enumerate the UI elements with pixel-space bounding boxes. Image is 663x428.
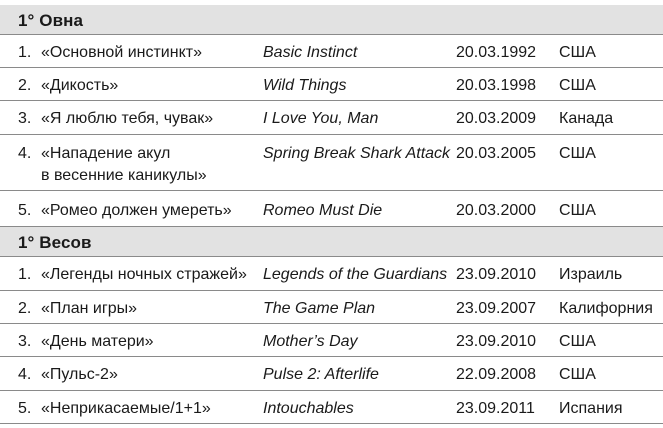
original-title: I Love You, Man: [263, 110, 379, 127]
section-header-aries: [0, 5, 663, 35]
country: США: [559, 44, 596, 61]
russian-title: «Легенды ночных стражей»: [41, 266, 247, 283]
table-row: [0, 191, 663, 227]
row-number: 3.: [18, 333, 32, 350]
original-title: The Game Plan: [263, 300, 376, 317]
release-date: 20.03.2000: [456, 202, 537, 219]
country: Испания: [559, 400, 623, 417]
russian-title: «Пульс-2»: [41, 366, 118, 383]
country: США: [559, 366, 596, 383]
release-date: 22.09.2008: [456, 366, 537, 383]
row-number: 3.: [18, 110, 32, 127]
row-number: 5.: [18, 202, 32, 219]
original-title: Wild Things: [263, 77, 347, 94]
russian-title: «Дикость»: [41, 77, 119, 94]
row-number: 4.: [18, 366, 32, 383]
country: США: [559, 77, 596, 94]
original-title: Mother’s Day: [263, 333, 358, 350]
russian-title-line-2: в весенние каникулы»: [41, 167, 207, 184]
original-title: Spring Break Shark Attack: [263, 145, 451, 162]
release-date: 20.03.1998: [456, 77, 537, 94]
table-row: [0, 357, 663, 391]
section-header-libra: [0, 227, 663, 257]
country: США: [559, 333, 596, 350]
table-row: [0, 324, 663, 357]
release-date: 20.03.2009: [456, 110, 537, 127]
country: США: [559, 145, 596, 162]
row-number: 1.: [18, 44, 32, 61]
russian-title: «Я люблю тебя, чувак»: [41, 110, 214, 127]
release-date: 20.03.2005: [456, 145, 537, 162]
row-number: 4.: [18, 145, 32, 162]
table-row: [0, 35, 663, 68]
russian-title: «День матери»: [41, 333, 154, 350]
table-row: [0, 291, 663, 324]
row-number: 2.: [18, 77, 32, 94]
country: Израиль: [559, 266, 623, 283]
country: США: [559, 202, 596, 219]
release-date: 23.09.2010: [456, 333, 537, 350]
russian-title: «Ромео должен умереть»: [41, 202, 232, 219]
original-title: Legends of the Guardians: [263, 266, 448, 283]
table-row: [0, 257, 663, 291]
country: Канада: [559, 110, 614, 127]
release-date: 23.09.2007: [456, 300, 537, 317]
country: Калифорния: [559, 300, 653, 317]
russian-title: «План игры»: [41, 300, 137, 317]
original-title: Romeo Must Die: [263, 202, 383, 219]
table-row: [0, 101, 663, 135]
original-title: Basic Instinct: [263, 44, 358, 61]
russian-title: «Неприкасаемые/1+1»: [41, 400, 211, 417]
release-date: 23.09.2010: [456, 266, 537, 283]
original-title: Intouchables: [263, 400, 354, 417]
release-date: 20.03.1992: [456, 44, 537, 61]
row-number: 1.: [18, 266, 32, 283]
russian-title: «Нападение акул: [41, 145, 171, 162]
section-title: 1° Весов: [18, 233, 92, 252]
table-row: [0, 391, 663, 424]
release-date: 23.09.2011: [456, 400, 535, 417]
russian-title: «Основной инстинкт»: [41, 44, 202, 61]
section-title: 1° Овна: [18, 11, 84, 30]
table-row: [0, 68, 663, 101]
row-number: 5.: [18, 400, 32, 417]
original-title: Pulse 2: Afterlife: [263, 366, 379, 383]
row-number: 2.: [18, 300, 32, 317]
table-row: [0, 135, 663, 191]
